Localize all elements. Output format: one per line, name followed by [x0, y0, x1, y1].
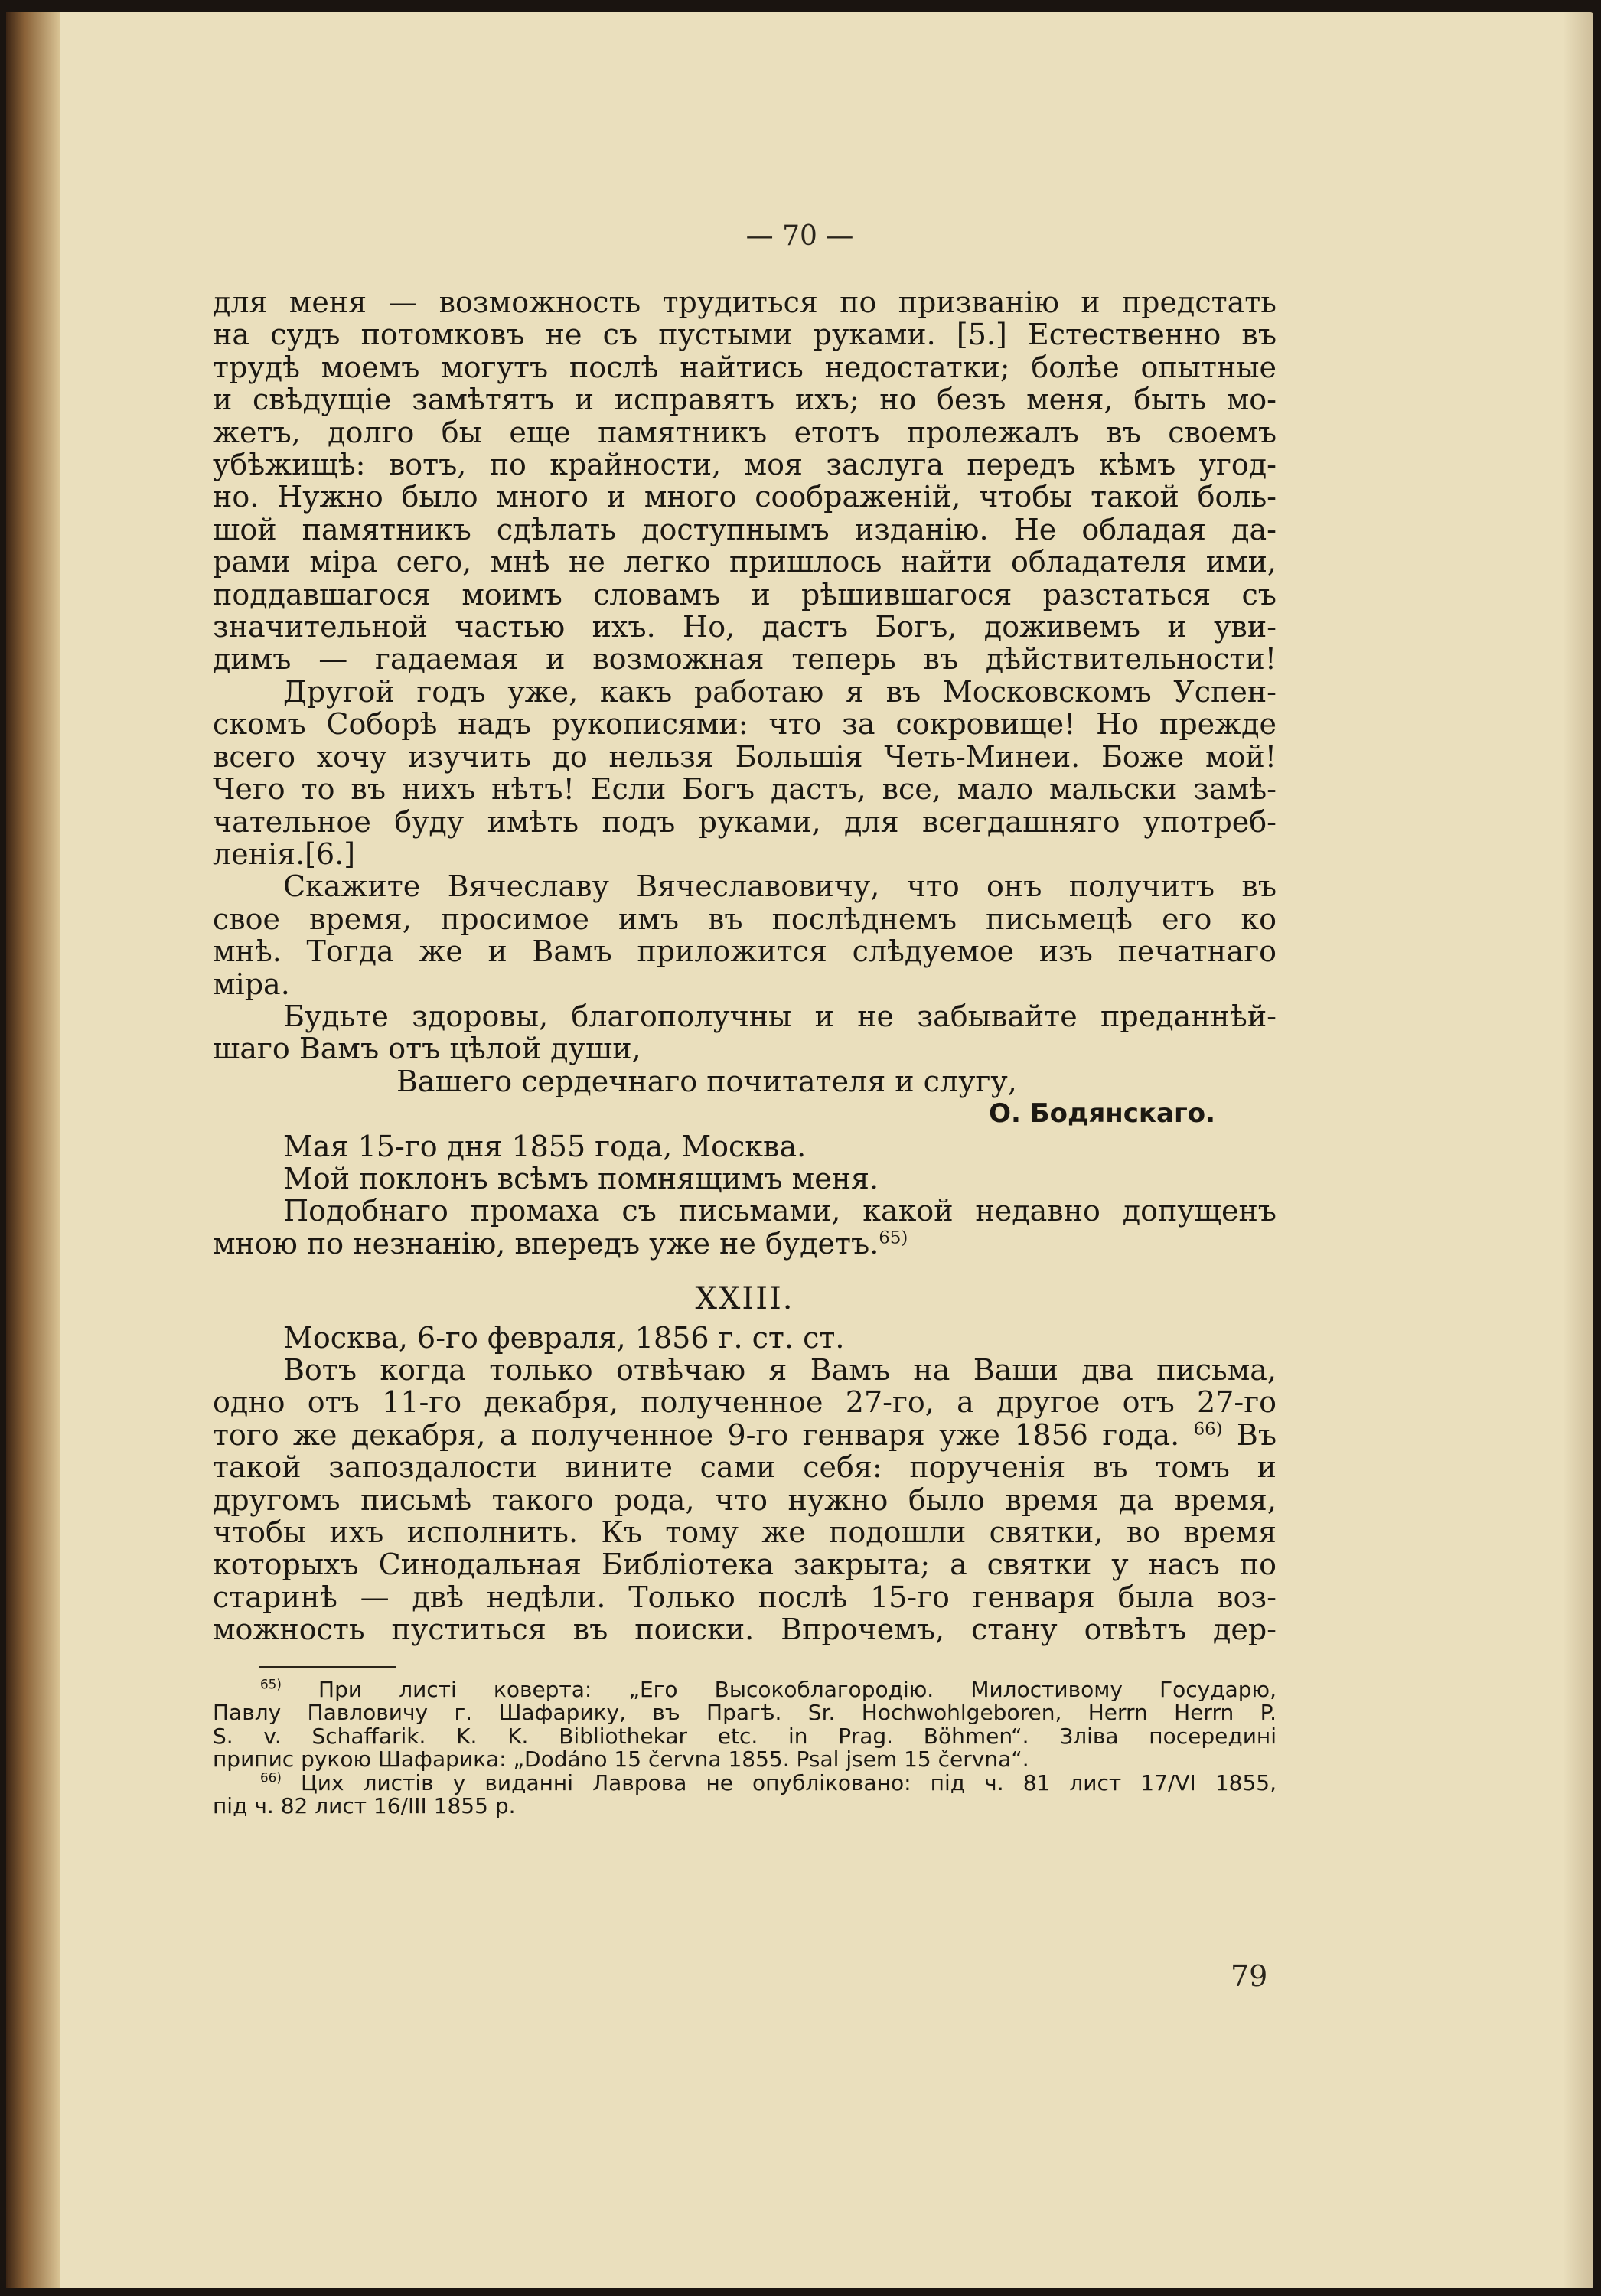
closing-line: Вашего сердечнаго почитателя и слугу,	[396, 1064, 1017, 1098]
signature: О. Бодянскаго.	[989, 1098, 1215, 1130]
text-line: но. Нужно было много и много соображеній, чтобы такой боль-	[213, 480, 1277, 514]
paragraph-1	[213, 286, 1277, 676]
text-line: Подобнаго промаха съ письмами, какой недавно допущенъ	[283, 1194, 1277, 1228]
text-line: которыхъ Синодальная Библіотека закрыта; а святки у насъ по	[213, 1548, 1277, 1582]
text-line: другомъ письмѣ такого рода, что нужно было время да время,	[213, 1482, 1277, 1517]
text-line: такой запоздалости вините сами себя: порученія въ томъ и	[213, 1450, 1277, 1485]
text-line: шаго Вамъ отъ цѣлой души,	[213, 1032, 641, 1066]
text-line: Скажите Вячеславу Вячеславовичу, что онъ получитъ въ	[283, 869, 1277, 904]
text-line: трудѣ моемъ могутъ послѣ найтись недостатки; болѣе опытные	[213, 350, 1277, 384]
footnote-ref-66: 66)	[1193, 1419, 1223, 1440]
text-line: Вотъ когда только отвѣчаю я Вамъ на Ваши два письма,	[283, 1353, 1277, 1387]
postscript-paragraph	[213, 1195, 1277, 1260]
text-line: и свѣдущіе замѣтятъ и исправятъ ихъ; но безъ меня, быть мо-	[213, 383, 1277, 417]
footnote-line: $^{66)}$ Цих листів у виданні Лаврова не опубліковано: під ч. 81 лист 17/VI 1855,	[260, 1769, 1277, 1795]
text-line: убѣжищѣ: вотъ, по крайности, моя заслуга передъ кѣмъ угод-	[213, 448, 1277, 482]
text-line: того же декабря, а полученное 9-го генваря уже 1856 года. $^{66)}$ Въ	[213, 1417, 1277, 1452]
footnote-line: $^{65)}$ При листі коверта: „Его Высокоблагородію. Милостивому Государю,	[260, 1676, 1277, 1702]
letter-dateline: Москва, 6-го февраля, 1856 г. ст. ст.	[283, 1320, 845, 1355]
text-line: мною по незнанію, впередъ уже не будетъ.$^{65)}$	[213, 1226, 908, 1261]
footnote-line: Павлу Павловичу г. Шафарику, въ Прагѣ. Sr. Hochwohlgeboren, Herrn Herrn P.	[213, 1700, 1277, 1726]
book-page	[6, 12, 1593, 2288]
paragraph-4	[213, 1000, 1277, 1065]
text-line: можность пуститься въ поиски. Впрочемъ, стану отвѣтъ дер-	[213, 1613, 1277, 1647]
text-line: чательное буду имѣть подъ руками, для всегдашняго употреб-	[213, 804, 1277, 839]
footnote-divider	[259, 1666, 396, 1668]
text-line: чтобы ихъ исполнить. Къ тому же подошли святки, во время	[213, 1515, 1277, 1550]
text-line: шой памятникъ сдѣлать доступнымъ изданію. Не обладая да-	[213, 512, 1277, 546]
text-line: старинѣ — двѣ недѣли. Только послѣ 15-го генваря была воз-	[213, 1580, 1277, 1614]
text-line: Чего то въ нихъ нѣтъ! Если Богъ дастъ, все, мало мальски замѣ-	[213, 772, 1277, 807]
book-spine-shadow	[6, 12, 60, 2288]
paragraph-3	[213, 870, 1277, 1000]
text-line: всего хочу изучить до нельзя Большія Четь-Минеи. Боже мой!	[213, 739, 1277, 774]
text-line: Другой годъ уже, какъ работаю я въ Московскомъ Успен-	[283, 674, 1277, 709]
running-header-page-number: — 70 —	[745, 220, 854, 252]
text-line: свое время, просимое имъ въ послѣднемъ письмецѣ его ко	[213, 902, 1277, 936]
footnote-line: припис рукою Шафарика: „Dodáno 15 června 1855. Psal jsem 15 června“.	[213, 1746, 1029, 1773]
text-line: Будьте здоровы, благополучны и не забывайте преданнѣй-	[283, 999, 1277, 1033]
text-line: значительной частью ихъ. Но, дастъ Богъ, доживемъ и уви-	[213, 610, 1277, 644]
text-line: на судъ потомковъ не съ пустыми руками. [5.] Естественно въ	[213, 318, 1277, 352]
text-line: поддавшагося моимъ словамъ и рѣшившагося разстаться съ	[213, 577, 1277, 612]
text-line: для меня — возможность трудиться по призванію и предстать	[213, 285, 1277, 319]
page-edge-shade	[1563, 12, 1593, 2288]
paragraph-2	[213, 676, 1277, 870]
text-line: міра.	[213, 967, 290, 1001]
date-line: Мая 15-го дня 1855 года, Москва.	[283, 1129, 807, 1163]
text-line: одно отъ 11-го декабря, полученное 27-го, а другое отъ 27-го	[213, 1385, 1277, 1420]
text-line: жетъ, долго бы еще памятникъ етотъ пролежалъ въ своемъ	[213, 415, 1277, 449]
text-line: рами міра сего, мнѣ не легко пришлось найти обладателя ими,	[213, 545, 1277, 579]
letter-number-heading: XXIII.	[695, 1281, 794, 1317]
footnote-65	[213, 1678, 1277, 1772]
footnote-66	[213, 1769, 1277, 1819]
text-line: ленія.[6.]	[213, 837, 356, 871]
main-text-block	[213, 286, 1277, 1818]
text-line: димъ — гадаемая и возможная теперь въ дѣйствительности!	[213, 642, 1277, 677]
text-line: мнѣ. Тогда же и Вамъ приложится слѣдуемое изъ печатнаго	[213, 934, 1277, 969]
page-number-bottom: 79	[1231, 1959, 1268, 1993]
footnote-line: під ч. 82 лист 16/III 1855 р.	[213, 1793, 516, 1819]
footnote-line: S. v. Schaffarik. K. K. Bibliothekar etc. in Prag. Böhmen“. Зліва посередині	[213, 1723, 1277, 1749]
paragraph-5	[213, 1354, 1277, 1646]
footnote-ref-65: 65)	[879, 1228, 908, 1248]
postscript-line: Мой поклонъ всѣмъ помнящимъ меня.	[283, 1161, 879, 1195]
text-line: скомъ Соборѣ надъ рукописями: что за сокровище! Но прежде	[213, 707, 1277, 742]
